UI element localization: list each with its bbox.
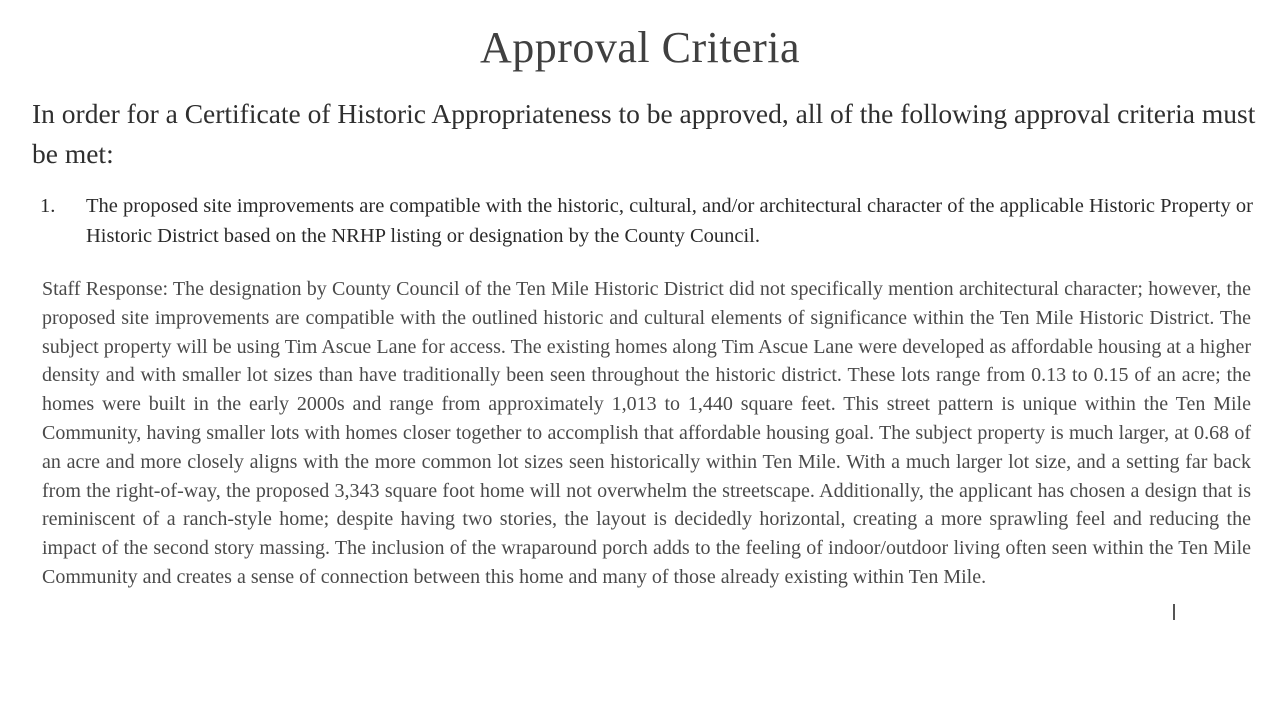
intro-text: In order for a Certificate of Historic Appropriateness to be approved, all of the following approval criteria must be met: bbox=[32, 98, 1256, 169]
staff-response-text: Staff Response: The designation by County Council of the Ten Mile Historic District did not specifically mention architectural character; however, the proposed site improvements are compatible with the outlined historic and cultural elements of significance within the Ten Mile Historic District. The subject property will be using Tim Ascue Lane for access. The existing homes along Tim Ascue Lane were developed as affordable housing at a higher density and with smaller lot sizes than have traditionally been seen throughout the historic district. These lots range from 0.13 to 0.15 of an acre; the homes were built in the early 2000s and range from approximately 1,013 to 1,440 square feet. This street pattern is unique within the Ten Mile Community, having smaller lots with homes closer together to accomplish that affordable housing goal. The subject property is much larger, at 0.68 of an acre and more closely aligns with the more common lot sizes seen historically within Ten Mile. With a much larger lot size, and a setting far back from the right-of-way, the proposed 3,343 square foot home will not overwhelm the streetscape. Additionally, the applicant has chosen a design that is reminiscent of a ranch-style home; despite having two stories, the layout is decidedly horizontal, creating a more sprawling feel and reducing the impact of the second story massing. The inclusion of the wraparound porch adds to the feeling of indoor/outdoor living often seen within the Ten Mile Community and creates a sense of connection between this home and many of those already existing within Ten Mile. bbox=[42, 278, 1251, 588]
text-cursor-icon bbox=[1173, 604, 1175, 620]
criterion-number: 1. bbox=[40, 195, 56, 217]
slide-title: Approval Criteria bbox=[479, 23, 801, 72]
criterion-text: The proposed site improvements are compatible with the historic, cultural, and/or architectural character of the applicable Historic Property or Historic District based on the NRHP listing or designation by the County Council. bbox=[86, 195, 1253, 247]
criterion-item bbox=[40, 191, 1255, 251]
